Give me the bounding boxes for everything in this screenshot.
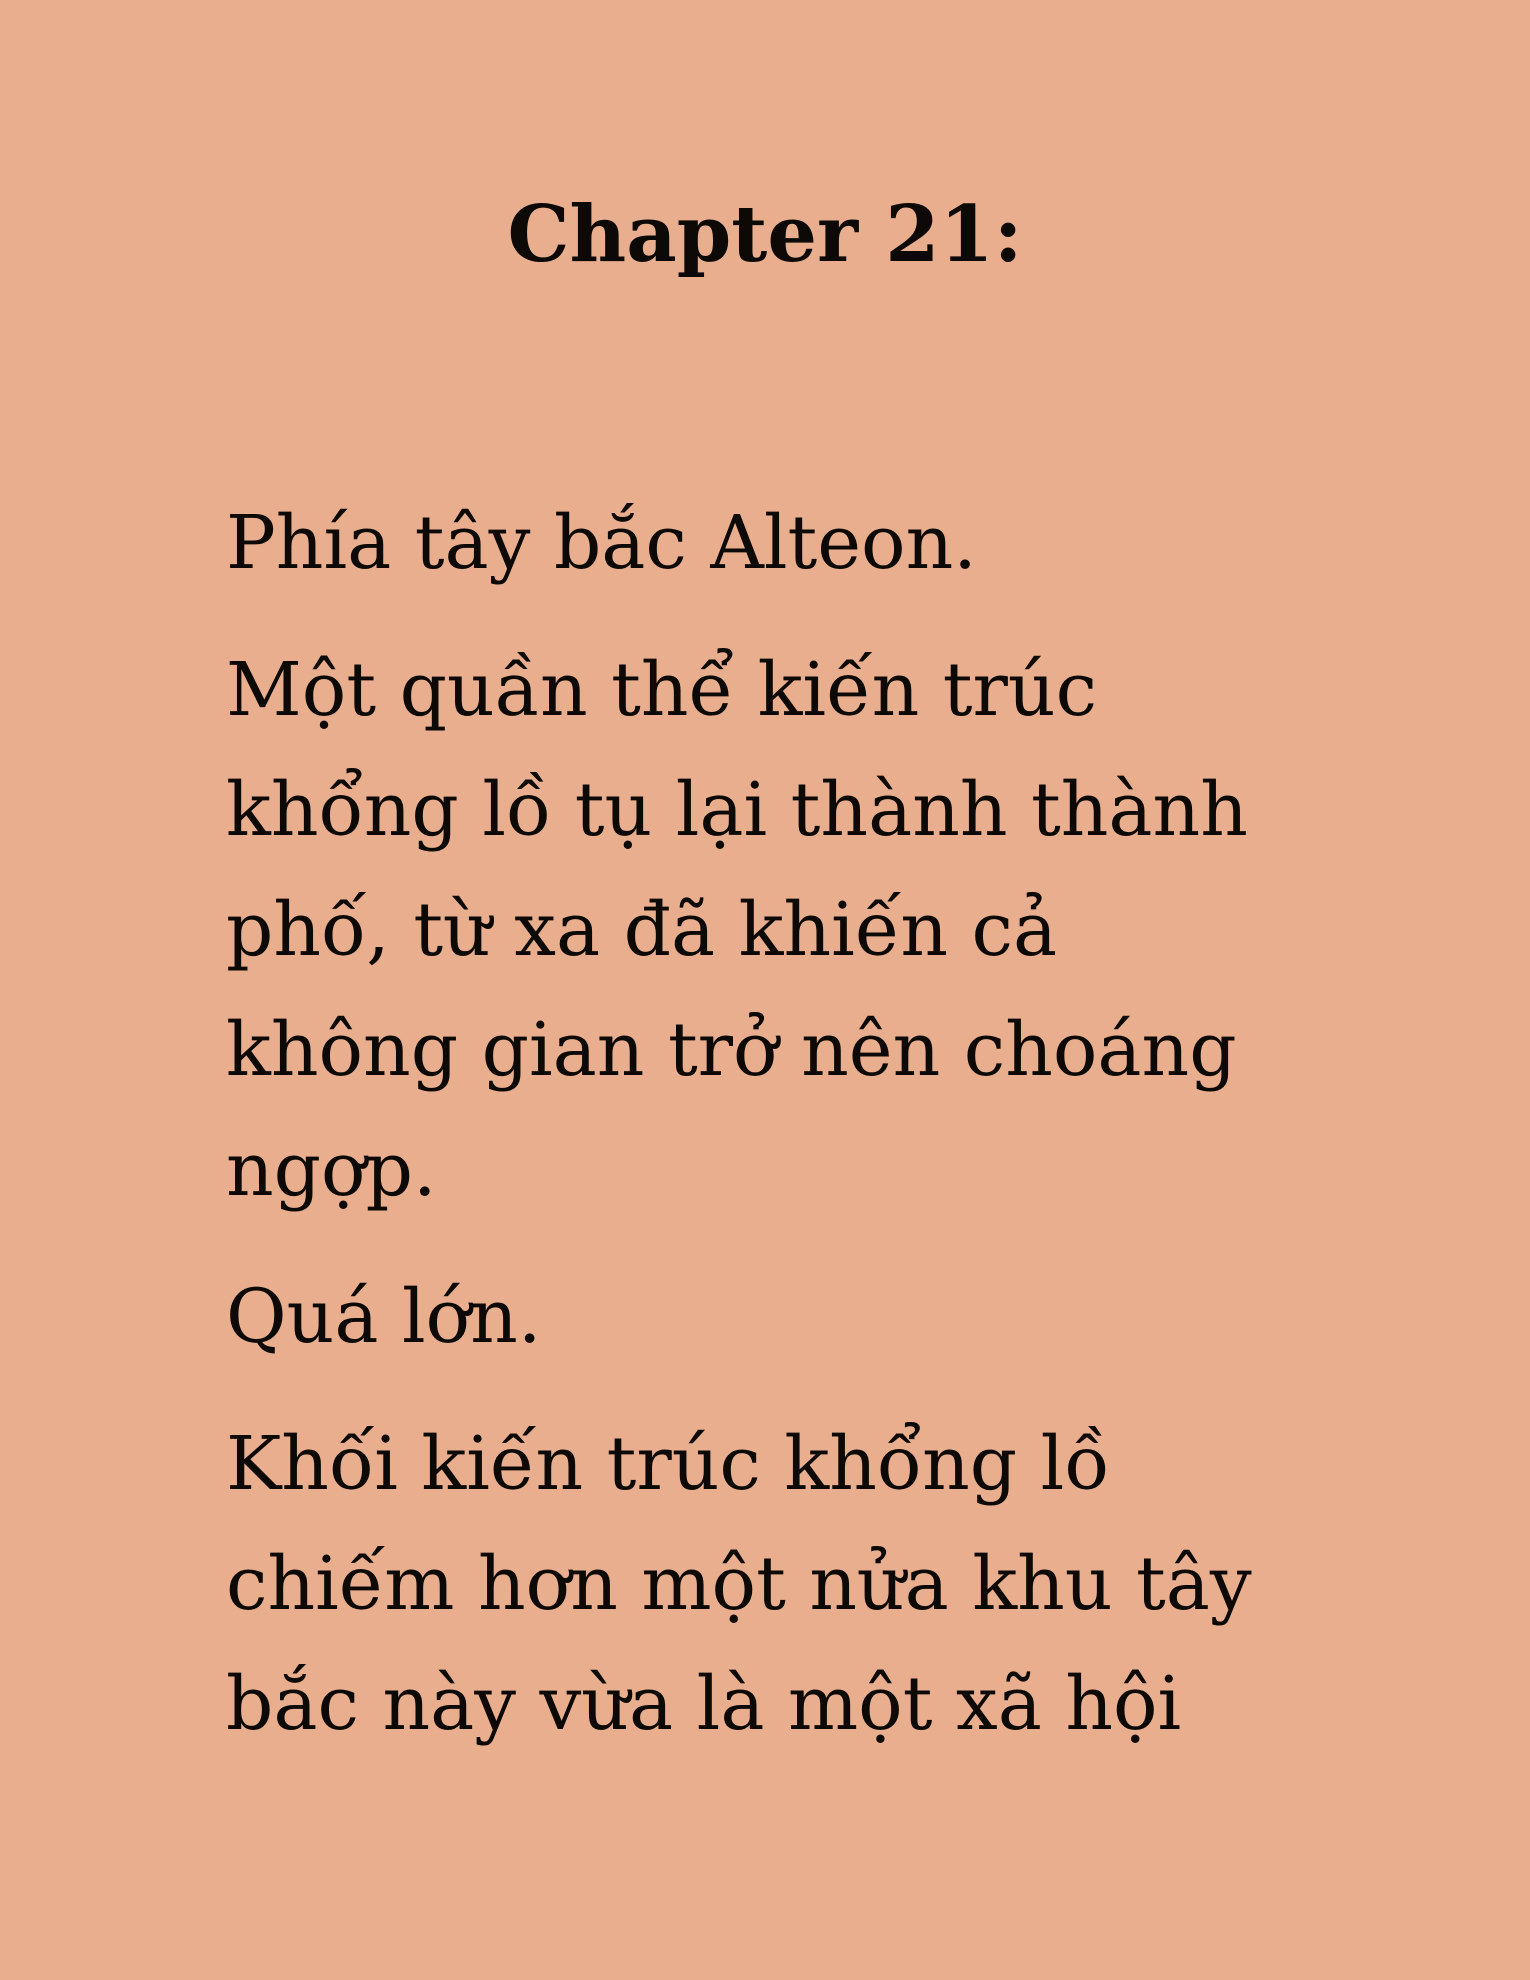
text-line: chiếm hơn một nửa khu tây xyxy=(226,1541,1252,1627)
paragraph-1 xyxy=(226,483,1306,603)
text-line: bắc này vừa là một xã hội xyxy=(226,1661,1182,1747)
text-line: không gian trở nên choáng xyxy=(226,1007,1237,1093)
paragraph-2 xyxy=(226,630,1306,1230)
paragraph-3 xyxy=(226,1257,1306,1377)
text-line: Một quần thể kiến trúc xyxy=(226,647,1098,733)
chapter-title: Chapter 21: xyxy=(507,189,1023,280)
text-line: khổng lồ tụ lại thành thành xyxy=(226,767,1248,853)
text-line: ngợp. xyxy=(226,1127,437,1213)
text-line: Quá lớn. xyxy=(226,1274,542,1360)
paragraph-4 xyxy=(226,1404,1306,1764)
chapter-body xyxy=(226,483,1306,1764)
text-line: Khối kiến trúc khổng lồ xyxy=(226,1421,1110,1507)
text-line: Phía tây bắc Alteon. xyxy=(226,500,977,586)
text-line: phố, từ xa đã khiến cả xyxy=(226,887,1058,973)
